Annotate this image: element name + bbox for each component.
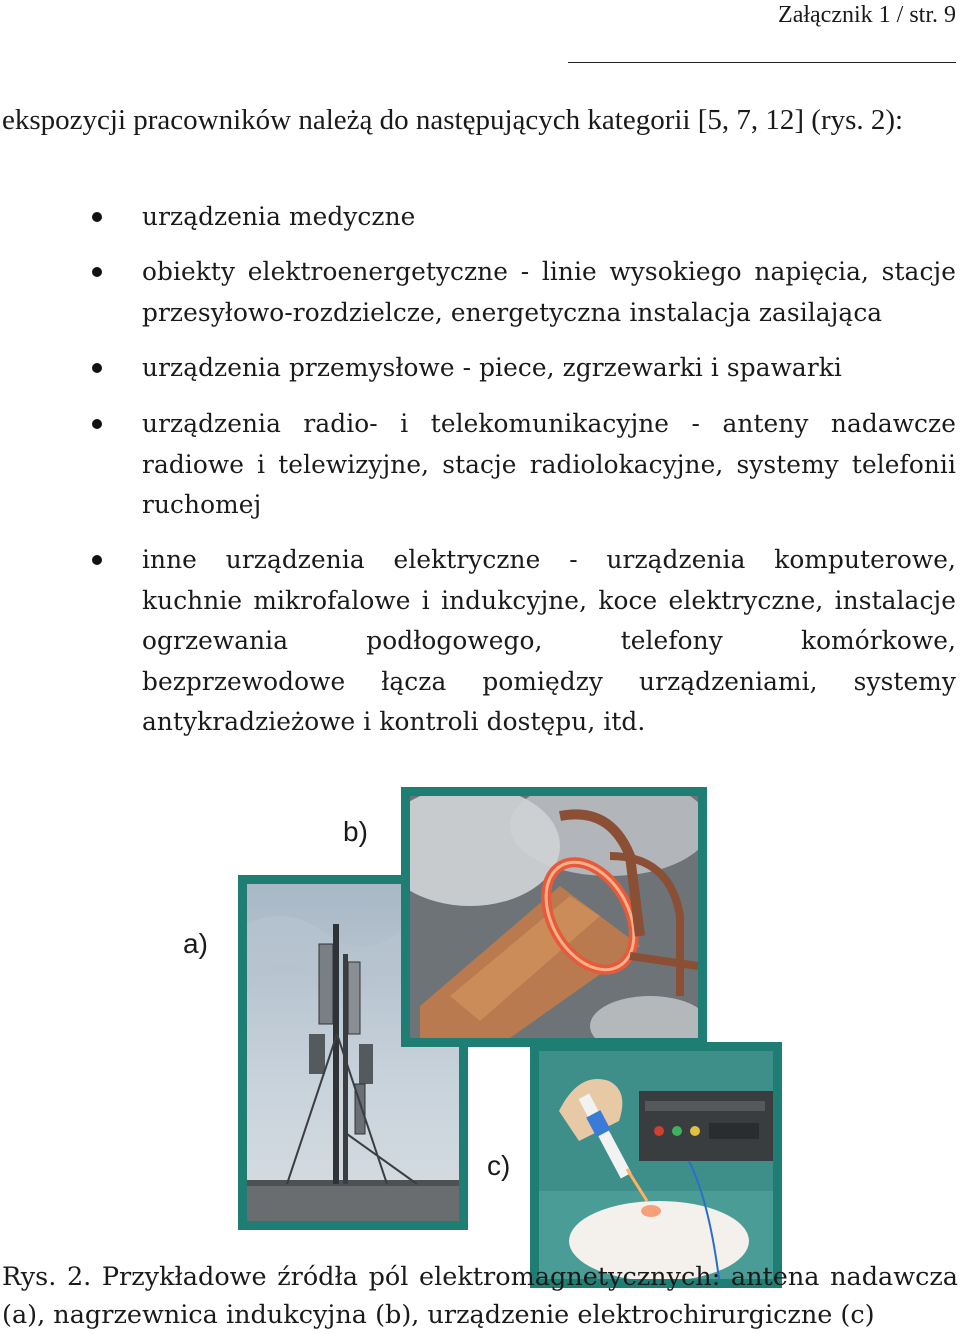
bullet-icon <box>92 363 102 373</box>
photo-electrosurgical <box>530 1042 782 1288</box>
header-text: Załącznik 1 / str. 9 <box>778 2 956 28</box>
induction-heater-image <box>410 796 698 1038</box>
intro-paragraph: ekspozycji pracowników należą do następujących kategorii [5, 7, 12] (rys. 2): <box>2 104 904 136</box>
figure-2 <box>0 780 960 1240</box>
list-item-text: inne urządzenia elektryczne - urządzenia komputerowe, kuchnie mikrofalowe i indukcyjne, koce elektryczne, instalacje ogrzewania podłogowego, telefony komórkowe, bezprzewodowe łącza pomiędzy urządzeniami, systemy antykradzieżowe i kontroli dostępu, itd. <box>142 545 956 736</box>
electrosurgical-image <box>539 1051 773 1279</box>
bullet-icon <box>92 419 102 429</box>
list-item-text: obiekty elektroenergetyczne - linie wysokiego napięcia, stacje przesyłowo-rozdzielcze, energetyczna instalacja zasilająca <box>142 257 956 327</box>
label-c: c) <box>487 1150 511 1181</box>
list-item-text: urządzenia radio- i telekomunikacyjne - anteny nadawcze radiowe i telewizyjne, stacje radiolokacyjne, systemy telefonii ruchomej <box>142 409 956 519</box>
bullet-icon <box>92 555 102 565</box>
list-item-text: urządzenia przemysłowe - piece, zgrzewarki i spawarki <box>142 353 842 382</box>
bullet-icon <box>92 267 102 277</box>
list-item-text: urządzenia medyczne <box>142 202 416 231</box>
label-a: a) <box>183 928 208 959</box>
figure-caption: Rys. 2. Przykładowe źródła pól elektromagnetycznych: antena nadawcza (a), nagrzewnica indukcyjna (b), urządzenie elektrochirurgiczne (c) <box>2 1262 958 1330</box>
label-b: b) <box>343 816 368 847</box>
header-rule <box>568 62 956 63</box>
photo-induction-heater <box>401 787 707 1047</box>
bullet-icon <box>92 212 102 222</box>
